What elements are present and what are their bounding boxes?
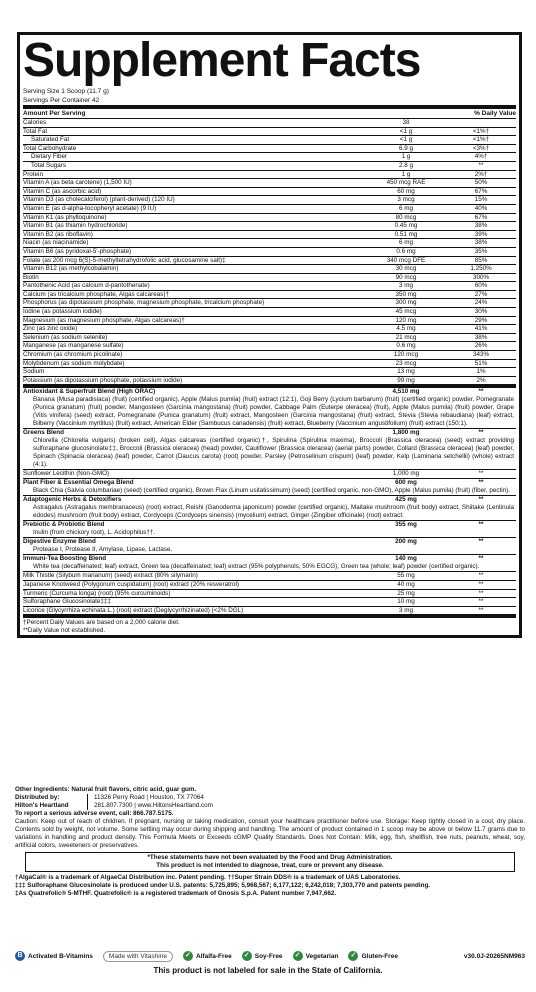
- report-line: To report a serious adverse event, call: 866.787.5175.: [15, 810, 174, 817]
- nutrient-row: [23, 230, 516, 239]
- badge-vitashine: [103, 951, 173, 962]
- blend-header: [23, 479, 516, 487]
- blend-ingredients: Inulin (from chickory root), L. Acidophilus††.: [33, 529, 156, 537]
- nutrient-row: [23, 170, 516, 179]
- blend-amount: 355 mg: [395, 521, 417, 529]
- nutrient-amount: <1 g: [399, 127, 413, 135]
- nutrient-row: [23, 359, 516, 368]
- nutrient-name: Iodine (as potassium iodide): [23, 308, 102, 316]
- badge-row: [15, 946, 525, 966]
- nutrient-name: Protein: [23, 170, 43, 178]
- nutrient-row: [23, 256, 516, 265]
- nutrient-row: [23, 238, 516, 247]
- blend-header: [23, 388, 516, 396]
- nutrient-amount: 120 mcg: [393, 351, 419, 359]
- fda-line-2: This product is not intended to diagnose, treat, cure or prevent any disease.: [156, 862, 384, 869]
- blend-dv: **: [478, 479, 484, 487]
- blend-header: [23, 538, 516, 546]
- leaf-icon: ✓: [348, 951, 358, 961]
- panel-title: Supplement Facts: [23, 34, 421, 87]
- trademark-3: ‡As Quatrefolic® 5-MTHF. Quatrefolic® is a registered trademark of Gnosis S.p.A. Patent number 7,947,662.: [15, 890, 337, 897]
- california-note: This product is not labeled for sale in the State of California.: [153, 966, 383, 975]
- amount-header: Amount Per Serving: [23, 110, 86, 117]
- nutrient-dv: 51%: [474, 359, 488, 367]
- trademark-1: †AlgaCal® is a trademark of AlgaeCal Distribution inc. Patent pending. ††Super Strain DDS® is a trademark of UAS Laboratories.: [15, 874, 401, 881]
- nutrient-dv: 4%†: [474, 153, 488, 161]
- nutrient-row: [23, 135, 516, 144]
- trademark-2: ‡‡‡ Sulforaphane Glucosinolate is produced under U.S. patents: 5,725,895; 5,968,567; 6,177,122; 6,242,018; 7,303,770 and patents pending.: [15, 882, 431, 889]
- nutrient-dv: **: [478, 598, 484, 606]
- nutrient-dv: 40%: [474, 204, 488, 212]
- nutrient-amount: 340 mcg DFE: [386, 256, 426, 264]
- blend-name: Digestive Enzyme Blend: [23, 538, 96, 546]
- nutrient-dv: 67%: [474, 213, 488, 221]
- nutrient-dv: 15%: [474, 196, 488, 204]
- nutrient-name: Dietary Fiber: [31, 153, 68, 161]
- company-name: Hilton's Heartland: [15, 802, 69, 809]
- herb-rows: [23, 571, 516, 614]
- nutrient-name: Vitamin C (as ascorbic acid): [23, 187, 102, 195]
- nutrient-name: Total Fat: [23, 127, 48, 135]
- blend-section: [23, 428, 516, 469]
- nutrient-amount: 300 mg: [395, 299, 417, 307]
- nutrient-row: [23, 264, 516, 273]
- blend-name: Sunflower Lecithin (Non-GMO): [23, 470, 110, 478]
- badge-gluten: [348, 951, 397, 961]
- nutrient-dv: 67%: [474, 187, 488, 195]
- blend-ingredients: Protease I, Protease II, Amylase, Lipase, Lactase.: [33, 546, 173, 554]
- nutrient-row: [23, 307, 516, 316]
- blend-dv: **: [478, 496, 484, 504]
- nutrient-amount: 99 mg: [397, 376, 415, 384]
- nutrient-name: Total Sugars: [31, 161, 67, 169]
- blend-amount: 1,800 mg: [392, 429, 420, 437]
- nutrient-dv: 85%: [474, 256, 488, 264]
- badge-soy: [242, 951, 283, 961]
- nutrient-amount: 1 g: [401, 170, 411, 178]
- blend-ingredients: Astragalus (Astragalus membranaceus) (root) extract, Reishi (Ganoderma japonicum) powder (certified organic), Maitake mushroom (fruit body) extract, Shiitake (Lentinula edodes) mushroom (fruit body) extract, Cordyceps (Cordyceps sinensis) (mycelium) extract, Ginger (Zingiber officinale) (root) extract.: [33, 504, 514, 520]
- blend-dv: **: [478, 429, 484, 437]
- nutrient-row: [23, 195, 516, 204]
- nutrient-name: Magnesium (as magnesium phosphate, Algas calcareas)†: [23, 316, 185, 324]
- blend-name: Prebiotic & Probiotic Blend: [23, 521, 105, 529]
- blend-header: [23, 470, 516, 478]
- nutrient-amount: 1 g: [401, 153, 411, 161]
- leaf-icon: ✓: [183, 951, 193, 961]
- blend-amount: 1,000 mg: [392, 470, 420, 478]
- nutrient-row: [23, 580, 516, 589]
- servings-per-container: Servings Per Container 42: [23, 97, 100, 104]
- nutrient-dv: 35%: [474, 247, 488, 255]
- nutrient-dv: 343%: [472, 351, 490, 359]
- nutrient-amount: 23 mcg: [395, 359, 417, 367]
- nutrient-name: Vitamin B6 (as pyridoxal-5'-phosphate): [23, 247, 132, 255]
- nutrient-amount: 55 mg: [397, 572, 415, 580]
- other-ingredients: Other Ingredients: Natural fruit flavors, citric acid, guar gum.: [15, 786, 197, 793]
- nutrient-amount: 6.9 g: [398, 144, 413, 152]
- leaf-icon: ✓: [293, 951, 303, 961]
- nutrient-name: Japanese Knotweed (Polygonum cuspidatum) (root) extract (20% resveratrol): [23, 581, 239, 588]
- dv-header: % Daily Value: [474, 110, 516, 117]
- nutrient-dv: 38%: [474, 333, 488, 341]
- blend-ingredients: White tea (decaffeinated; leaf) extract, Green tea (decaffeinated; leaf) extract (95% polyphenols, 50% EGCG), Green tea (whole; leaf) powder (certified organic).: [33, 563, 480, 571]
- nutrient-dv: 1,250%: [470, 265, 492, 273]
- nutrient-amount: 45 mcg: [395, 308, 417, 316]
- nutrient-dv: 29%: [474, 316, 488, 324]
- nutrient-row: [23, 589, 516, 598]
- nutrient-amount: <1 g: [399, 136, 413, 144]
- blend-section: [23, 554, 516, 571]
- nutrient-dv: [446, 119, 516, 127]
- blend-amount: 200 mg: [395, 538, 417, 546]
- badge-alfalfa: [183, 951, 232, 961]
- panel-footnotes: [23, 614, 516, 635]
- leaf-icon: ✓: [242, 951, 252, 961]
- nutrient-name: Vitamin E (as d-alpha-tocopheryl acetate) (9 IU): [23, 204, 157, 212]
- nutrient-name: Vitamin D3 (as cholecalciferol) (plant-derived) (120 IU): [23, 196, 175, 204]
- nutrient-amount: 60 mg: [397, 187, 415, 195]
- blend-section: [23, 520, 516, 537]
- nutrient-amount: 6 mg: [399, 239, 413, 247]
- blend-rows: [23, 384, 516, 571]
- nutrient-name: Vitamin B1 (as thiamin hydrochloride): [23, 222, 128, 230]
- blend-name: Immuni-Tea Boosting Blend: [23, 555, 107, 563]
- blend-header: [23, 555, 516, 563]
- nutrient-name: Potassium (as dipotassium phosphate, potassium iodide): [23, 376, 183, 384]
- nutrient-name: Chromium (as chromium picolinate): [23, 351, 123, 359]
- nutrient-amount: 38: [402, 119, 410, 126]
- badge-label: Gluten-Free: [361, 952, 398, 960]
- blend-section: [23, 495, 516, 520]
- nutrient-name: Calcium (as tricalcium phosphate, Algas calcareas)†: [23, 290, 169, 298]
- nutrient-row: [23, 571, 516, 580]
- nutrient-amount: 450 mcg RAE: [386, 179, 426, 187]
- nutrient-name: Molybdenum (as sodium molybdate): [23, 359, 125, 367]
- nutrient-amount: 0.51 mg: [394, 230, 418, 238]
- nutrient-dv: **: [478, 589, 484, 597]
- blend-ingredients: Chlorella (Chlorella vulgaris) (broken cell), Algas calcareas (certified organic)†, Spirulina (Spirulina maxima), Broccoli (Brassica oleracea) (seed) extract providing sulforaphane glucosinolate‡‡, Broccoli (Brassica oleracea) (head) powder, Cauliflower (Brassica oleracea) (aerial parts) powder, Collard (Brassica oleracea) (leaf) powder, Spinach (Spinacia oleracea) (leaf) powder, Carrot (Daucus carota) (root) powder, Parsley (Petroselinum crispum) (leaf) powder, Kelp (Laminaria setchellii) (whole) extract (4:1).: [33, 437, 514, 469]
- nutrient-row: [23, 161, 516, 170]
- nutrient-amount: 0.6 mg: [396, 342, 416, 350]
- nutrient-name: Folate (as 200 mcg 6(S)-5-methyltetrahydrofolic acid, glucosamine salt)‡: [23, 256, 226, 264]
- nutrient-name: Calories: [23, 119, 47, 126]
- blend-dv: **: [478, 521, 484, 529]
- nutrient-row: [23, 333, 516, 342]
- blend-section: [23, 537, 516, 554]
- nutrient-dv: <3%†: [472, 144, 490, 152]
- nutrient-dv: 60%: [474, 282, 488, 290]
- nutrient-row: [23, 221, 516, 230]
- badge-label: Vegetarian: [305, 952, 339, 960]
- nutrient-amount: 90 mcg: [395, 273, 417, 281]
- nutrient-row: [23, 290, 516, 299]
- nutrient-amount: 6 mg: [399, 204, 413, 212]
- badge-activated-b: [15, 951, 93, 961]
- nutrient-dv: **: [478, 572, 484, 580]
- nutrient-row: [23, 281, 516, 290]
- nutrient-name: Manganese (as manganese sulfate): [23, 342, 124, 350]
- nutrient-amount: 350 mg: [395, 290, 417, 298]
- nutrient-dv: 41%: [474, 325, 488, 333]
- nutrient-amount: 0.45 mg: [394, 222, 418, 230]
- blend-section: [23, 469, 516, 478]
- nutrient-name: Vitamin A (as beta carotene) (1,500 IU): [23, 179, 132, 187]
- nutrient-amount: 40 mg: [397, 581, 415, 588]
- nutrient-name: Zinc (as zinc oxide): [23, 325, 78, 333]
- blend-ingredients: Banana (Musa paradisiaca) (fruit) (certified organic), Apple (Malus pumila) (fruit) extract (12:1), Goji Berry (Lycium barbarum) (fruit) (certified organic) powder, Pomegranate (Punica granatum) (fruit) powder, Mangosteen (Garcinia mangostana) (fruit) powder, Cabbage Palm (Euterpe oleracea) (fruit), Apple (Malus pumila) (fruit) powder, Grape (Vitis vinifera) (seed) extract, Pomegranate (Punica granatum) (fruit) extract, Mangosteen (Garcinia mangostana) (fruit) extract, Stevia (Stevia rebaudiana) (leaf) extract, Bilberry (Vaccinium myrtillus) (fruit) extract, American Elder (Sambucus canadensis) (fruit) extract, Blueberry (Vaccinium angustifolium) (fruit) extract (150:1).: [33, 396, 514, 428]
- distributor-block: [15, 794, 525, 810]
- nutrient-row: [23, 606, 516, 615]
- nutrient-name: Pantothenic Acid (as calcium d-pantothenate): [23, 282, 150, 290]
- nutrient-name: Sodium: [23, 368, 45, 376]
- badge-label: Soy-Free: [254, 952, 283, 960]
- nutrient-name: Total Carbohydrate: [23, 144, 77, 152]
- nutrient-row: [23, 152, 516, 161]
- nutrient-row: [23, 597, 516, 606]
- blend-section: [23, 384, 516, 428]
- nutrient-amount: 3 mcg: [397, 196, 415, 204]
- badge-label: Alfalfa-Free: [195, 952, 232, 960]
- nutrient-row: [23, 178, 516, 187]
- nutrient-rows: [23, 118, 516, 384]
- nutrient-row: [23, 298, 516, 307]
- blend-name: Adaptogenic Herbs & Detoxifiers: [23, 496, 122, 504]
- blend-amount: 140 mg: [395, 555, 417, 563]
- nutrient-name: Vitamin K1 (as phylloquinone): [23, 213, 107, 221]
- nutrient-row: [23, 187, 516, 196]
- supplement-facts-panel: [17, 32, 522, 638]
- nutrient-row: [23, 144, 516, 153]
- nutrient-dv: 1%: [476, 368, 486, 376]
- nutrient-name: Biotin: [23, 273, 39, 281]
- nutrient-name: Milk Thistle (Silybum marianum) (seed) extract (80% silymarin): [23, 572, 198, 580]
- nutrient-dv: 27%: [474, 290, 488, 298]
- nutrient-row: [23, 204, 516, 213]
- caution-text: Caution: Keep out of reach of children. If pregnant, nursing or taking medication, consult your healthcare practitioner before use. Storage: Keep tightly closed in a cool, dry place. Contents sold by weight, not volume. Some settling may occur during shipping and handling. The amount of product contained in 1 scoop may be above or below 11.7 grams due to variations in handling and product density. This Formula Meets or Exceeds cGMP Quality Standards. Does Not Contain: Milk, egg, fish, shellfish, tree nuts, peanuts, wheat, soy, artificial colors, sweeteners or preservatives.: [15, 818, 525, 849]
- nutrient-dv: **: [478, 161, 484, 169]
- blend-amount: 600 mg: [395, 479, 417, 487]
- blend-amount: 425 mg: [395, 496, 417, 504]
- nutrient-name: Licorice (Glycyrrhiza echinata L.) (root) extract (Deglycyrrhizinated) (<2% DGL): [23, 606, 244, 614]
- blend-header: [23, 496, 516, 504]
- blend-header: [23, 429, 516, 437]
- badge-vegetarian: [293, 951, 339, 961]
- nutrient-name: Sulforaphane Glucosinolate‡‡‡: [23, 598, 111, 606]
- phone-web: 281.807.7300 | www.HiltonsHeartland.com: [94, 802, 213, 809]
- nutrient-name: Saturated Fat: [31, 136, 70, 144]
- nutrient-name: Turmeric (Curcuma longa) (root) (95% curcuminoids): [23, 589, 171, 597]
- nutrient-amount: 2.8 g: [398, 161, 413, 169]
- nutrient-row: [23, 127, 516, 136]
- nutrient-name: Phosphorus (as dipotassium phosphate, magnesium phosphate, tricalcium phosphate): [23, 299, 265, 307]
- nutrient-dv: 2%: [476, 376, 486, 384]
- blend-name: Plant Fiber & Essential Omega Blend: [23, 479, 134, 487]
- nutrient-dv: 38%: [474, 222, 488, 230]
- nutrient-row: [23, 316, 516, 325]
- nutrient-name: Vitamin B2 (as riboflavin): [23, 230, 93, 238]
- b-vitamin-icon: B: [15, 951, 25, 961]
- nutrient-amount: 120 mg: [395, 316, 417, 324]
- nutrient-amount: 13 mg: [397, 368, 415, 376]
- footnote-na: **Daily Value not established.: [23, 627, 106, 635]
- nutrient-dv: 2%†: [474, 170, 488, 178]
- nutrient-row: [23, 376, 516, 385]
- nutrient-row: [23, 350, 516, 359]
- label-info: [15, 786, 525, 898]
- nutrient-row: [23, 247, 516, 256]
- nutrient-amount: 25 mg: [397, 589, 415, 597]
- nutrient-row: [23, 341, 516, 350]
- nutrient-row: [23, 213, 516, 222]
- nutrient-amount: 0.6 mg: [396, 247, 416, 255]
- nutrient-dv: 38%: [474, 239, 488, 247]
- address: 11326 Perry Road | Houston, TX 77064: [94, 794, 204, 801]
- nutrient-amount: 4.5 mg: [396, 325, 416, 333]
- nutrient-name: Selenium (as sodium selenite): [23, 333, 108, 341]
- nutrient-row: [23, 273, 516, 282]
- blend-dv: **: [478, 470, 484, 478]
- nutrient-amount: 10 mg: [397, 598, 415, 606]
- nutrient-dv: <1%†: [472, 136, 490, 144]
- badge-label: Activated B-Vitamins: [28, 952, 93, 960]
- nutrient-dv: 39%: [474, 230, 488, 238]
- nutrient-row: [23, 367, 516, 376]
- nutrient-dv: **: [478, 606, 484, 614]
- serving-size: Serving Size 1 Scoop (11.7 g): [23, 88, 109, 95]
- fda-disclaimer: [25, 852, 515, 872]
- blend-dv: **: [478, 388, 484, 396]
- nutrient-row: [23, 118, 516, 127]
- version-code: v30.0J-20265NM963: [463, 952, 525, 960]
- blend-dv: **: [478, 555, 484, 563]
- footnote-dv: †Percent Daily Values are based on a 2,000 calorie diet.: [23, 619, 180, 627]
- blend-ingredients: Black Chia (Salvia columbariae) (seed) (certified organic), Brown Flax (Linum usitatissimum) (seed) (certified organic, non-GMO), Apple (Malus pumila) (fruit) (fiber, pectin).: [33, 487, 510, 495]
- nutrient-dv: 30%: [474, 308, 488, 316]
- nutrient-name: Niacin (as niacinamide): [23, 239, 89, 247]
- nutrient-name: Vitamin B12 (as methylcobalamin): [23, 265, 119, 273]
- nutrient-amount: 21 mcg: [395, 333, 417, 341]
- blend-dv: **: [478, 538, 484, 546]
- blend-name: Greens Blend: [23, 429, 64, 437]
- nutrient-dv: **: [478, 581, 484, 588]
- blend-name: Antioxidant & Superfruit Blend (High ORAC): [23, 388, 156, 396]
- nutrient-dv: 300%: [472, 273, 490, 281]
- nutrient-amount: 3 mg: [399, 282, 413, 290]
- distributor-values: [88, 794, 213, 810]
- fda-line-1: *These statements have not been evaluated by the Food and Drug Administration.: [147, 854, 393, 861]
- vitashine-label: Made with Vitashine: [103, 951, 173, 962]
- nutrient-dv: 26%: [474, 342, 488, 350]
- distributed-by: Distributed by:: [15, 794, 60, 801]
- nutrient-dv: 24%: [474, 299, 488, 307]
- nutrient-dv: 50%: [474, 179, 488, 187]
- blend-amount: 4,510 mg: [392, 388, 420, 396]
- nutrient-row: [23, 324, 516, 333]
- distributor-labels: [15, 794, 88, 810]
- nutrient-amount: 3 mg: [399, 606, 413, 614]
- blend-header: [23, 521, 516, 529]
- nutrient-amount: 30 mcg: [395, 265, 417, 273]
- nutrient-dv: <1%†: [472, 127, 490, 135]
- blend-section: [23, 478, 516, 495]
- nutrient-amount: 80 mcg: [395, 213, 417, 221]
- column-header: [23, 105, 516, 118]
